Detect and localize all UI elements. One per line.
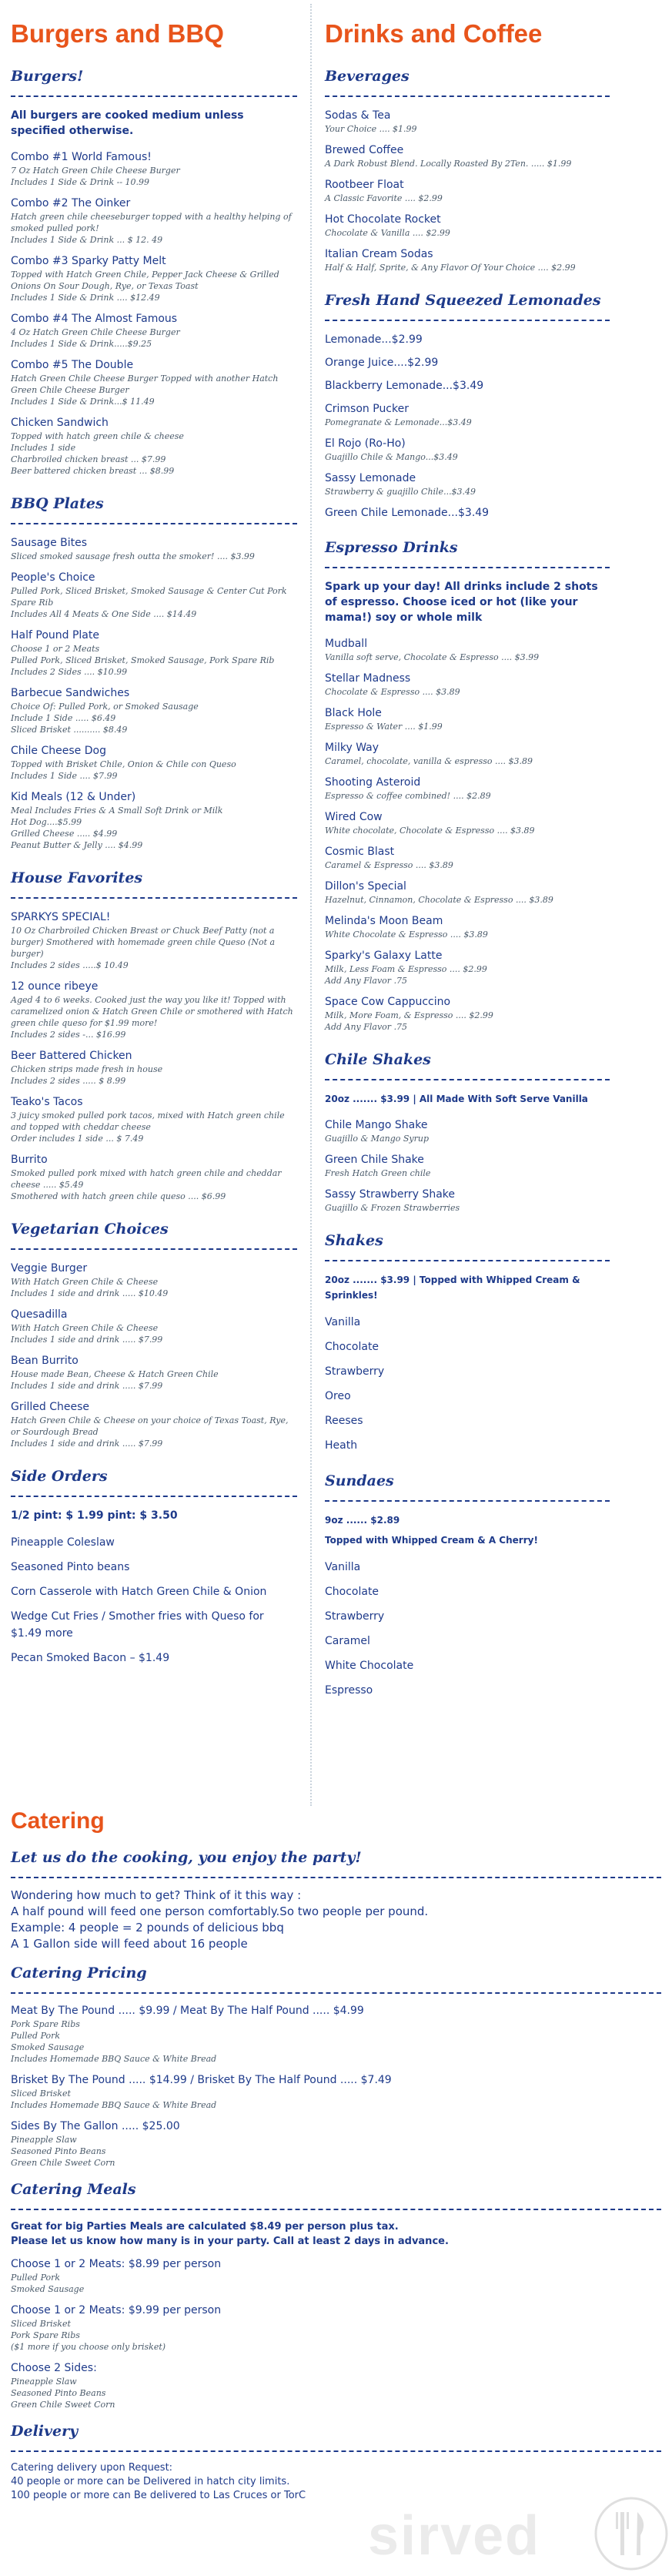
menu-item-desc: Hatch Green Chile Cheese Burger Topped with another Hatch Green Chile Cheese Burger (11, 374, 279, 395)
menu-item-desc: Includes All 4 Meats & One Side .... $14.49 (11, 609, 197, 619)
list-item: Chocolate (325, 1586, 379, 1598)
house-favorites-list (11, 909, 297, 1202)
menu-item-desc: Milk, Less Foam & Espresso .... $2.99 (325, 964, 487, 974)
menu-item-desc: Smoked Sausage (11, 2042, 85, 2052)
menu-item-desc: Sliced Brisket (11, 2089, 71, 2099)
menu-item-name: Choose 1 or 2 Meats: $8.99 per person (11, 2258, 222, 2270)
menu-item-desc: Includes 1 side (11, 443, 76, 453)
menu-item-desc: Includes 1 Side & Drink...$ 11.49 (11, 397, 155, 407)
menu-item (11, 2003, 661, 2065)
catering-pricing-heading: Catering Pricing (11, 1963, 661, 1994)
menu-item (325, 844, 610, 871)
menu-item (11, 789, 297, 851)
menu-item (11, 311, 297, 350)
column-divider (310, 4, 312, 1806)
menu-item-desc: Choose 1 or 2 Meats (11, 644, 100, 654)
shakes-list (325, 1314, 610, 1454)
menu-item-name: Chile Mango Shake (325, 1119, 428, 1131)
menu-item-desc: White Chocolate & Espresso .... $3.89 (325, 930, 488, 940)
menu-item-desc: Peanut Butter & Jelly .... $4.99 (11, 840, 143, 850)
menu-item-name: Chicken Sandwich (11, 417, 109, 429)
menu-item-desc: Smoked Sausage (11, 2284, 85, 2294)
menu-item (325, 809, 610, 836)
menu-item-name: Hot Chocolate Rocket (325, 213, 441, 226)
menu-item-name: Sassy Strawberry Shake (325, 1188, 456, 1201)
house-favorites-heading: House Favorites (11, 868, 297, 899)
list-item: Pineapple Coleslaw (11, 1536, 115, 1549)
menu-item-name: Sassy Lemonade (325, 472, 416, 484)
menu-item (11, 357, 297, 407)
menu-item-name: Black Hole (325, 707, 382, 719)
menu-item-name: Crimson Pucker (325, 403, 409, 415)
menu-item (325, 332, 610, 347)
menu-item-desc: 7 Oz Hatch Green Chile Cheese Burger (11, 166, 180, 176)
menu-item (11, 1307, 297, 1345)
menu-item (325, 142, 610, 169)
menu-item-name: Rootbeer Float (325, 179, 404, 191)
menu-item-desc: Sliced Brisket (11, 2319, 71, 2329)
menu-item-name: Half Pound Plate (11, 629, 99, 641)
menu-item-desc: With Hatch Green Chile & Cheese (11, 1323, 159, 1333)
menu-item-name: Milky Way (325, 742, 379, 754)
menu-item-desc: Aged 4 to 6 weeks. Cooked just the way you like it! Topped with caramelized onion & Hatch Green Chile or smothered with Hatch green chile queso for $1.99 more! (11, 995, 293, 1028)
menu-item-desc: Topped with hatch green chile & cheese (11, 431, 184, 441)
text-line: A half pound will feed one person comfortably.So two people per pound. (11, 1904, 429, 1918)
menu-item-desc: Includes 1 side and drink ..... $7.99 (11, 1381, 163, 1391)
delivery-info (11, 2461, 661, 2503)
list-item: Reeses (325, 1415, 363, 1427)
menu-item-desc: Include 1 Side ..... $6.49 (11, 713, 116, 723)
menu-item-name: Sides By The Gallon ..... $25.00 (11, 2120, 180, 2132)
menu-item (11, 743, 297, 782)
menu-item (11, 909, 297, 971)
menu-item-name: Brewed Coffee (325, 144, 404, 156)
menu-item-desc: Includes 2 sides .....$ 10.49 (11, 960, 129, 970)
menu-item (325, 994, 610, 1033)
menu-item-name: Space Cow Cappuccino (325, 996, 451, 1008)
menu-item (11, 979, 297, 1040)
menu-item-name: El Rojo (Ro-Ho) (325, 437, 406, 450)
text-line: Please let us know how many is in your party. Call at least 2 days in advance. (11, 2236, 449, 2247)
menu-item (11, 1048, 297, 1087)
menu-item-name: Beer Battered Chicken (11, 1050, 132, 1062)
menu-item-name: Green Chile Lemonade...$3.49 (325, 507, 490, 519)
menu-item-name: Wired Cow (325, 811, 383, 823)
menu-item-desc: Pomegranate & Lemonade...$3.49 (325, 417, 472, 427)
chile-shakes-note: 20oz ....... $3.99 | All Made With Soft Serve Vanilla (325, 1094, 588, 1104)
menu-item-desc: Includes 2 Sides .... $10.99 (11, 667, 128, 677)
menu-item (325, 1187, 610, 1214)
menu-item-name: Combo #5 The Double (11, 359, 134, 371)
menu-item-desc: Caramel & Espresso .... $3.89 (325, 860, 453, 870)
menu-item-name: 12 ounce ribeye (11, 980, 99, 993)
shakes-heading: Shakes (325, 1231, 610, 1261)
menu-item-desc: Includes 1 Side & Drink.....$9.25 (11, 339, 152, 349)
menu-item-desc: Choice Of: Pulled Pork, or Smoked Sausage (11, 702, 199, 712)
menu-item (11, 1094, 297, 1144)
chile-shakes-heading: Chile Shakes (325, 1050, 610, 1080)
menu-item-desc: Includes Homemade BBQ Sauce & White Bread (11, 2100, 217, 2110)
menu-item-desc: Pork Spare Ribs (11, 2019, 80, 2029)
menu-item-desc: Topped with Hatch Green Chile, Pepper Jack Cheese & Grilled Onions On Sour Dough, Rye, or Texas Toast (11, 270, 279, 291)
text-line: Great for big Parties Meals are calculated $8.49 per person plus tax. (11, 2221, 399, 2233)
menu-item-desc: Pork Spare Ribs (11, 2330, 80, 2340)
menu-item-desc: Charbroiled chicken breast ... $7.99 (11, 454, 166, 464)
bbq-plates-heading: BBQ Plates (11, 494, 297, 524)
menu-item-desc: Smoked pulled pork mixed with hatch green chile and cheddar cheese ..... $5.49 (11, 1168, 282, 1190)
list-item: Vanilla (325, 1316, 361, 1328)
right-column (325, 0, 610, 1707)
side-orders-heading: Side Orders (11, 1466, 297, 1497)
menu-item-desc: Espresso & coffee combined! .... $2.89 (325, 791, 491, 801)
menu-item-desc: Includes 2 sides ..... $ 8.99 (11, 1076, 126, 1086)
text-line: Catering delivery upon Request: (11, 2462, 173, 2474)
list-item: Heath (325, 1439, 358, 1452)
catering-section (11, 1806, 661, 2503)
lemonades-heading: Fresh Hand Squeezed Lemonades (325, 290, 610, 321)
menu-item-name: Bean Burrito (11, 1355, 79, 1367)
menu-item (11, 2256, 661, 2295)
menu-item-desc: Pulled Pork, Sliced Brisket, Smoked Sausage, Pork Spare Rib (11, 655, 275, 665)
menu-item (325, 879, 610, 906)
menu-item (11, 535, 297, 562)
menu-item-name: Kid Meals (12 & Under) (11, 791, 136, 803)
menu-item-desc: Pulled Pork (11, 2031, 61, 2041)
menu-item (325, 246, 610, 273)
menu-item-desc: Strawberry & guajillo Chile...$3.49 (325, 487, 476, 497)
menu-item-desc: Includes Homemade BBQ Sauce & White Bread (11, 2054, 217, 2064)
lemonades-list (325, 332, 610, 521)
menu-item (11, 2072, 661, 2111)
menu-item-desc: With Hatch Green Chile & Cheese (11, 1277, 159, 1287)
vegetarian-heading: Vegetarian Choices (11, 1219, 297, 1250)
menu-item-name: Quesadilla (11, 1308, 68, 1321)
watermark: sirved (368, 2505, 541, 2567)
menu-item (325, 1152, 610, 1179)
menu-item-desc: Includes 1 side and drink ..... $7.99 (11, 1439, 163, 1449)
menu-item-desc: Your Choice .... $1.99 (325, 124, 417, 134)
menu-item-desc: Add Any Flavor .75 (325, 976, 408, 986)
menu-item (11, 2119, 661, 2169)
menu-item-desc: Includes 2 sides -... $16.99 (11, 1030, 126, 1040)
menu-item-desc: Half & Half, Sprite, & Any Flavor Of Your Choice .... $2.99 (325, 263, 576, 273)
text-line: Wondering how much to get? Think of it this way : (11, 1888, 302, 1902)
burgers-list (11, 149, 297, 477)
menu-item-name: Meat By The Pound ..... $9.99 / Meat By The Half Pound ..... $4.99 (11, 2005, 364, 2017)
menu-item (325, 636, 610, 663)
menu-item-desc: Includes 1 Side & Drink .... $12.49 (11, 293, 160, 303)
menu-item (11, 1353, 297, 1392)
menu-item (325, 177, 610, 204)
menu-item-desc: Sliced smoked sausage fresh outta the smoker! .... $3.99 (11, 551, 255, 561)
menu-item-desc: 4 Oz Hatch Green Chile Cheese Burger (11, 327, 180, 337)
menu-item-desc: Topped with Brisket Chile, Onion & Chile con Queso (11, 759, 236, 769)
menu-item-name: Melinda's Moon Beam (325, 915, 443, 927)
menu-item-name: Lemonade...$2.99 (325, 333, 423, 346)
menu-item-name: Grilled Cheese (11, 1401, 90, 1413)
menu-item-name: Shooting Asteroid (325, 776, 421, 789)
menu-item-desc: Smothered with hatch green chile queso .... $6.99 (11, 1191, 226, 1201)
menu-item-name: Sodas & Tea (325, 109, 391, 122)
menu-item-desc: Order includes 1 side ... $ 7.49 (11, 1134, 144, 1144)
menu-item-desc: Green Chile Sweet Corn (11, 2400, 115, 2410)
menu-item (11, 570, 297, 620)
menu-item-name: People's Choice (11, 571, 95, 584)
menu-item (11, 1261, 297, 1299)
delivery-heading: Delivery (11, 2421, 661, 2452)
menu-item (325, 505, 610, 521)
menu-item-name: Veggie Burger (11, 1262, 88, 1275)
menu-item-name: Cosmic Blast (325, 846, 395, 858)
list-item: Vanilla (325, 1561, 361, 1573)
menu-item-name: Italian Cream Sodas (325, 248, 433, 260)
sundaes-heading: Sundaes (325, 1471, 610, 1502)
burgers-note: All burgers are cooked medium unless specified otherwise. (11, 109, 244, 137)
espresso-list (325, 636, 610, 1033)
catering-title: Catering (11, 1808, 105, 1834)
menu-item-name: Chile Cheese Dog (11, 745, 106, 757)
menu-item (11, 1152, 297, 1202)
menu-item-desc: Guajillo & Frozen Strawberries (325, 1203, 460, 1213)
menu-item-desc: Sliced Brisket .......... $8.49 (11, 725, 128, 735)
fork-knife-icon (593, 2495, 670, 2572)
text-line: Example: 4 people = 2 pounds of delicious bbq (11, 1921, 284, 1935)
menu-item-desc: Chicken strips made fresh in house (11, 1064, 163, 1074)
burgers-heading: Burgers! (11, 66, 297, 97)
menu-item (325, 948, 610, 987)
menu-item-desc: Hatch Green Chile & Cheese on your choice of Texas Toast, Rye, or Sourdough Bread (11, 1415, 289, 1437)
menu-item-name: Sausage Bites (11, 537, 88, 549)
menu-item-name: Choose 1 or 2 Meats: $9.99 per person (11, 2304, 222, 2316)
menu-item-name: Green Chile Shake (325, 1154, 424, 1166)
menu-item-desc: Chocolate & Vanilla .... $2.99 (325, 228, 450, 238)
catering-meals-list (11, 2256, 661, 2410)
menu-item (11, 2360, 661, 2410)
menu-item-name: Combo #3 Sparky Patty Melt (11, 255, 166, 267)
list-item: Pecan Smoked Bacon – $1.49 (11, 1652, 170, 1664)
menu-item (325, 775, 610, 802)
menu-item-desc: Seasoned Pinto Beans (11, 2146, 106, 2156)
catering-meals-heading: Catering Meals (11, 2179, 661, 2210)
text-line: 100 people or more can Be delivered to Las Cruces or TorC (11, 2490, 306, 2501)
menu-item-desc: Pineapple Slaw (11, 2135, 77, 2145)
sundaes-list (325, 1559, 610, 1699)
menu-item-name: Mudball (325, 638, 368, 650)
sundaes-note: 9oz ...... $2.89 (325, 1515, 400, 1526)
menu-item (325, 355, 610, 370)
menu-item-desc: Hazelnut, Cinnamon, Chocolate & Espresso .... $3.89 (325, 895, 553, 905)
menu-item-desc: Meal Includes Fries & A Small Soft Drink or Milk (11, 806, 223, 816)
menu-item (325, 471, 610, 497)
list-item: Oreo (325, 1390, 351, 1402)
list-item: Corn Casserole with Hatch Green Chile & Onion (11, 1586, 267, 1598)
menu-item-desc: Beer battered chicken breast ... $8.99 (11, 466, 175, 476)
menu-item-desc: Includes 1 Side .... $7.99 (11, 771, 118, 781)
right-title: Drinks and Coffee (325, 19, 543, 48)
menu-item-desc: Hot Dog....$5.99 (11, 817, 82, 827)
menu-item (325, 212, 610, 239)
menu-item-name: Barbecue Sandwiches (11, 687, 130, 699)
menu-item-desc: Guajillo Chile & Mango...$3.49 (325, 452, 458, 462)
list-item: White Chocolate (325, 1660, 414, 1672)
menu-item (11, 253, 297, 303)
list-item: Caramel (325, 1635, 370, 1647)
menu-item (11, 685, 297, 735)
vegetarian-list (11, 1261, 297, 1449)
menu-item (325, 378, 610, 394)
menu-item (11, 628, 297, 678)
menu-item-desc: Green Chile Sweet Corn (11, 2158, 115, 2168)
left-title: Burgers and BBQ (11, 19, 224, 48)
menu-item-desc: Guajillo & Mango Syrup (325, 1134, 430, 1144)
menu-item-name: Combo #4 The Almost Famous (11, 313, 178, 325)
beverages-heading: Beverages (325, 66, 610, 97)
menu-item-name: Combo #2 The Oinker (11, 197, 131, 209)
menu-item-name: Choose 2 Sides: (11, 2362, 97, 2374)
menu-item-desc: Chocolate & Espresso .... $3.89 (325, 687, 460, 697)
menu-item (325, 740, 610, 767)
menu-item-desc: A Dark Robust Blend. Locally Roasted By 2Ten. ..... $1.99 (325, 159, 572, 169)
shakes-note: 20oz ....... $3.99 | Topped with Whipped Cream & Sprinkles! (325, 1275, 580, 1301)
menu-item-desc: Includes 1 side and drink ..... $10.49 (11, 1288, 169, 1298)
chile-shakes-list (325, 1117, 610, 1214)
menu-item-desc: Pineapple Slaw (11, 2377, 77, 2387)
menu-item-name: Sparky's Galaxy Latte (325, 950, 443, 962)
menu-item-desc: Seasoned Pinto Beans (11, 2388, 106, 2398)
menu-item-desc: 10 Oz Charbroiled Chicken Breast or Chuck Beef Patty (not a burger) Smothered with homemade green chile Queso (Not a burger) (11, 926, 276, 959)
bbq-plates-list (11, 535, 297, 851)
menu-item (325, 1117, 610, 1144)
catering-intro-heading: Let us do the cooking, you enjoy the party! (11, 1847, 661, 1878)
menu-item-name: Blackberry Lemonade...$3.49 (325, 380, 484, 392)
menu-item-name: Teako's Tacos (11, 1096, 83, 1108)
menu-item-desc: Caramel, chocolate, vanilla & espresso .... $3.89 (325, 756, 533, 766)
menu-item (11, 2303, 661, 2353)
menu-item-desc: Milk, More Foam, & Espresso .... $2.99 (325, 1010, 493, 1020)
sundaes-note-2: Topped with Whipped Cream & A Cherry! (325, 1535, 538, 1546)
list-item: Seasoned Pinto beans (11, 1561, 130, 1573)
menu-item (325, 436, 610, 463)
menu-item-desc: House made Bean, Cheese & Hatch Green Chile (11, 1369, 219, 1379)
menu-item (325, 913, 610, 940)
menu-item-name: SPARKYS SPECIAL! (11, 911, 111, 923)
list-item: Strawberry (325, 1365, 385, 1378)
menu-item-desc: Hatch green chile cheeseburger topped with a healthy helping of smoked pulled pork! (11, 212, 292, 233)
list-item: Chocolate (325, 1341, 379, 1353)
menu-item-desc: ($1 more if you choose only brisket) (11, 2342, 166, 2352)
espresso-note: Spark up your day! All drinks include 2 shots of espresso. Choose iced or hot (like your mama!) soy or whole milk (325, 581, 598, 624)
catering-intro (11, 1888, 661, 1952)
menu-item (11, 1399, 297, 1449)
menu-item (325, 108, 610, 135)
menu-item-name: Burrito (11, 1154, 48, 1166)
menu-item-desc: Grilled Cheese ..... $4.99 (11, 829, 118, 839)
menu-item (11, 415, 297, 477)
menu-item-desc: Pulled Pork (11, 2273, 61, 2283)
menu-item-name: Dillon's Special (325, 880, 406, 893)
menu-item (325, 401, 610, 428)
catering-meals-notes (11, 2219, 661, 2249)
menu-item-desc: White chocolate, Chocolate & Espresso .... $3.89 (325, 826, 535, 836)
menu-item-desc: Vanilla soft serve, Chocolate & Espresso .... $3.99 (325, 652, 540, 662)
menu-item (325, 671, 610, 698)
text-line: 40 people or more can be Delivered in hatch city limits. (11, 2476, 290, 2487)
menu-item-name: Brisket By The Pound ..... $14.99 / Brisket By The Half Pound ..... $7.49 (11, 2074, 392, 2086)
text-line: A 1 Gallon side will feed about 16 people (11, 1937, 248, 1951)
list-item: Wedge Cut Fries / Smother fries with Queso for $1.49 more (11, 1610, 264, 1640)
menu-item-name: Stellar Madness (325, 672, 411, 685)
espresso-heading: Espresso Drinks (325, 538, 610, 568)
menu-item (11, 196, 297, 246)
menu-item-name: Orange Juice....$2.99 (325, 357, 439, 369)
menu-item (11, 149, 297, 188)
menu-item-desc: Add Any Flavor .75 (325, 1022, 408, 1032)
catering-pricing-list (11, 2003, 661, 2169)
list-item: Espresso (325, 1684, 373, 1697)
side-orders-note: 1/2 pint: $ 1.99 pint: $ 3.50 (11, 1509, 178, 1522)
menu-item-desc: Includes 1 side and drink ..... $7.99 (11, 1335, 163, 1345)
menu-item-desc: Pulled Pork, Sliced Brisket, Smoked Sausage & Center Cut Pork Spare Rib (11, 586, 287, 608)
menu-item-name: Combo #1 World Famous! (11, 151, 152, 163)
left-column (11, 0, 297, 1674)
menu-item-desc: A Classic Favorite .... $2.99 (325, 193, 443, 203)
list-item: Strawberry (325, 1610, 385, 1623)
beverages-list (325, 108, 610, 273)
menu-item-desc: Espresso & Water .... $1.99 (325, 722, 443, 732)
menu-item (325, 705, 610, 732)
menu-item-desc: Includes 1 Side & Drink -- 10.99 (11, 177, 150, 187)
side-orders-list (11, 1534, 297, 1667)
menu-item-desc: 3 juicy smoked pulled pork tacos, mixed with Hatch green chile and topped with cheddar cheese (11, 1110, 285, 1132)
menu-item-desc: Fresh Hatch Green chile (325, 1168, 431, 1178)
menu-item-desc: Includes 1 Side & Drink ... $ 12. 49 (11, 235, 163, 245)
